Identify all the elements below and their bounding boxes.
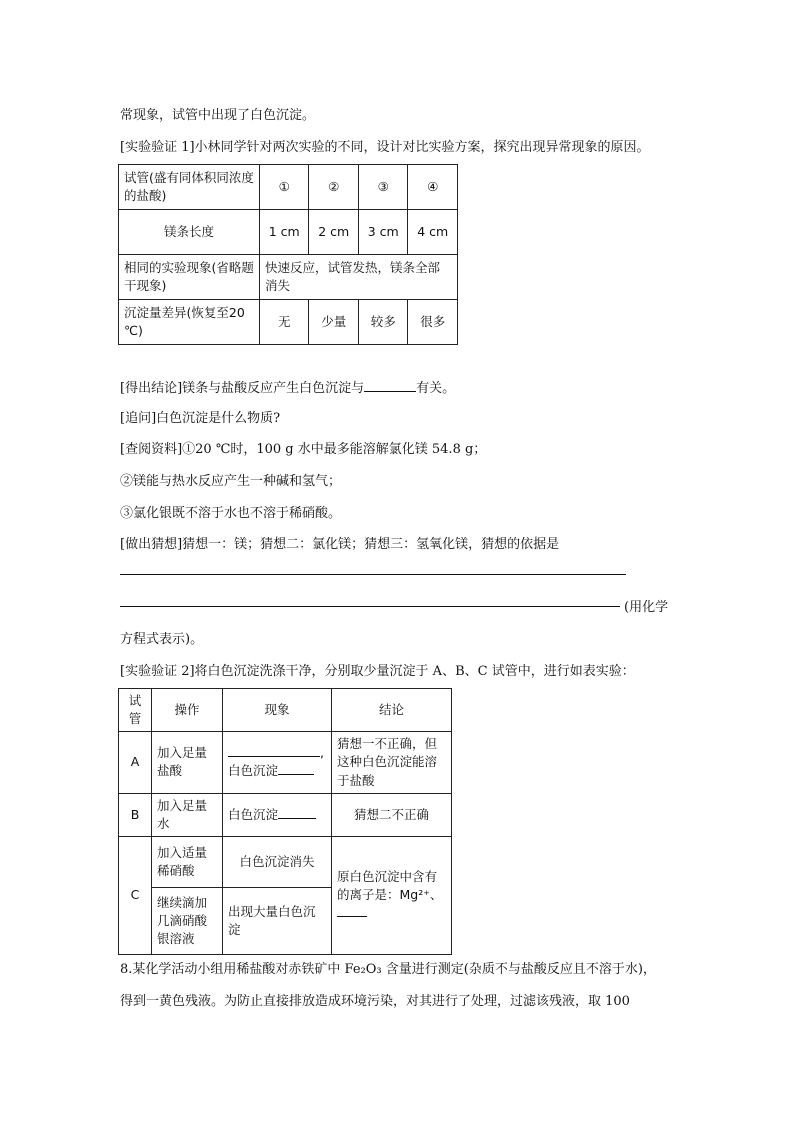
experiment1-table [118,164,458,345]
phenomenon-text: 白色沉淀 [228,806,279,822]
hypothesis-line: [做出猜想]猜想一：镁；猜想二：氯化镁；猜想三：氢氧化镁，猜想的依据是 [120,537,560,552]
length-cell: 4 cm [408,210,458,255]
column-header: 结论 [332,689,452,732]
tube-label: A [119,732,152,793]
row-label: 镁条长度 [119,210,260,255]
precipitate-amount: 很多 [408,300,458,345]
row-label: 沉淀量差异(恢复至20 ℃) [119,300,260,345]
phenomenon-text: 白色沉淀 [228,763,279,779]
phenomenon-cell [223,793,332,836]
tube-number: ② [309,165,358,210]
tube-number: ③ [358,165,407,210]
answer-blank[interactable] [337,916,367,917]
equation-note-end: 方程式表示)。 [120,632,204,647]
length-cell: 1 cm [260,210,309,255]
table-row [119,165,458,210]
tube-label: C [119,836,152,954]
tube-label: B [119,793,152,836]
experiment1-intro: [实验验证 1]小林同学针对两次实验的不同，设计对比实验方案，探究出现异常现象的原因。 [120,140,650,155]
row-label: 相同的实验现象(省略题干现象) [119,255,260,300]
table-row [119,300,458,345]
answer-line[interactable] [120,606,620,607]
precipitate-amount: 较多 [358,300,407,345]
conclusion-prefix: [得出结论]镁条与盐酸反应产生白色沉淀与 [120,381,365,396]
phenomenon-cell: 出现大量白色沉淀 [223,887,332,954]
question8-line2: 得到一黄色残液。为防止直接排放造成环境污染，对其进行了处理，过滤该残液，取 100 [120,994,630,1009]
question8-line1: 8.某化学活动小组用稀盐酸对赤铁矿中 Fe₂O₃ 含量进行测定(杂质不与盐酸反应且不溶于水)， [120,962,656,977]
conclusion-cell: 猜想二不正确 [332,793,452,836]
table-row [119,255,458,300]
column-header: 操作 [152,689,223,732]
tube-number: ① [260,165,309,210]
table-row [119,732,452,793]
answer-blank[interactable] [278,774,314,775]
conclusion-suffix: 有关。 [416,381,456,396]
length-cell: 2 cm [309,210,358,255]
answer-line[interactable] [120,574,626,575]
reference-2: ②镁能与热水反应产生一种碱和氢气； [120,474,342,489]
reference-1: [查阅资料]①20 ℃时，100 g 水中最多能溶解氯化镁 54.8 g； [120,442,487,457]
reference-3: ③氯化银既不溶于水也不溶于稀硝酸。 [120,506,342,521]
experiment2-intro: [实验验证 2]将白色沉淀洗涤干净，分别取少量沉淀于 A、B、C 试管中，进行如表实验： [120,664,635,679]
operation-cell: 加入适量稀硝酸 [152,836,223,887]
table-row [119,210,458,255]
conclusion-cell: 猜想一不正确，但这种白色沉淀能溶于盐酸 [332,732,452,793]
column-header: 试管 [119,689,152,732]
question-line: [追问]白色沉淀是什么物质? [120,411,281,426]
operation-cell: 加入足量水 [152,793,223,836]
column-header: 现象 [223,689,332,732]
table-row [119,836,452,887]
row-label: 试管(盛有同体积同浓度的盐酸) [119,165,260,210]
equation-note: (用化学 [624,600,669,615]
conclusion-line [120,377,455,396]
operation-cell: 加入足量盐酸 [152,732,223,793]
precipitate-amount: 无 [260,300,309,345]
phenomenon-cell: , 白色沉淀 [223,732,332,793]
tube-number: ④ [408,165,458,210]
answer-blank[interactable] [278,818,316,819]
precipitate-amount: 少量 [309,300,358,345]
phenomenon-cell: 白色沉淀消失 [223,836,332,887]
length-cell: 3 cm [358,210,407,255]
experiment2-table [118,688,452,955]
conclusion-text: 原白色沉淀中含有的离子是：Mg²⁺、 [337,869,443,903]
answer-blank[interactable] [228,756,320,757]
conclusion-cell [332,836,452,954]
shared-phenomenon: 快速反应，试管发热，镁条全部消失 [260,255,458,300]
table-header-row [119,689,452,732]
answer-blank[interactable] [364,391,416,392]
operation-cell: 继续滴加几滴硝酸银溶液 [152,887,223,954]
paragraph-top: 常现象，试管中出现了白色沉淀。 [120,108,316,123]
table-row [119,793,452,836]
